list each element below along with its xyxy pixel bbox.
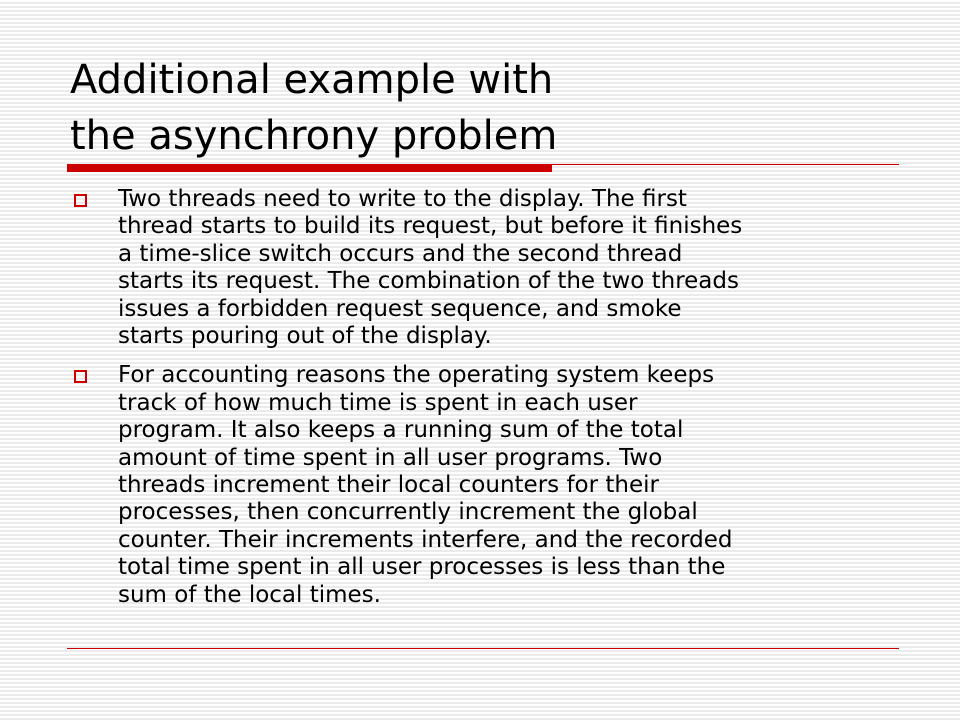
- title-accent-bar: [67, 164, 552, 172]
- bullet-line: threads increment their local counters for their: [118, 472, 659, 499]
- bullet-line: sum of the local times.: [118, 581, 381, 608]
- bullet-item-display-threads: [74, 186, 904, 350]
- hollow-square-bullet-icon: [74, 370, 87, 383]
- bullet-line: starts pouring out of the display.: [118, 323, 492, 350]
- bullet-line: track of how much time is spent in each user: [118, 389, 638, 416]
- bullet-line: amount of time spent in all user programs. Two: [118, 444, 663, 471]
- bullet-text: [118, 362, 904, 609]
- bullet-list: [74, 186, 904, 621]
- bullet-line: a time-slice switch occurs and the second thread: [118, 240, 683, 267]
- bullet-line: counter. Their increments interfere, and the recorded: [118, 526, 733, 553]
- slide-title: [70, 52, 890, 164]
- bullet-line: starts its request. The combination of the two threads: [118, 268, 739, 295]
- bullet-line: total time spent in all user processes is less than the: [118, 554, 726, 581]
- title-divider-rule: [552, 164, 899, 165]
- slide-title-line-2: the asynchrony problem: [70, 113, 558, 159]
- bullet-line: For accounting reasons the operating system keeps: [118, 362, 715, 389]
- bullet-line: issues a forbidden request sequence, and smoke: [118, 295, 682, 322]
- bullet-line: thread starts to build its request, but before it finishes: [118, 213, 743, 240]
- hollow-square-bullet-icon: [74, 194, 87, 207]
- bullet-line: processes, then concurrently increment the global: [118, 499, 698, 526]
- slide-title-line-1: Additional example with: [70, 57, 554, 103]
- bullet-item-accounting-counters: [74, 362, 904, 609]
- bullet-line: program. It also keeps a running sum of the total: [118, 417, 684, 444]
- bullet-line: Two threads need to write to the display. The first: [118, 186, 687, 212]
- footer-divider-rule: [67, 648, 899, 649]
- bullet-text: [118, 186, 904, 350]
